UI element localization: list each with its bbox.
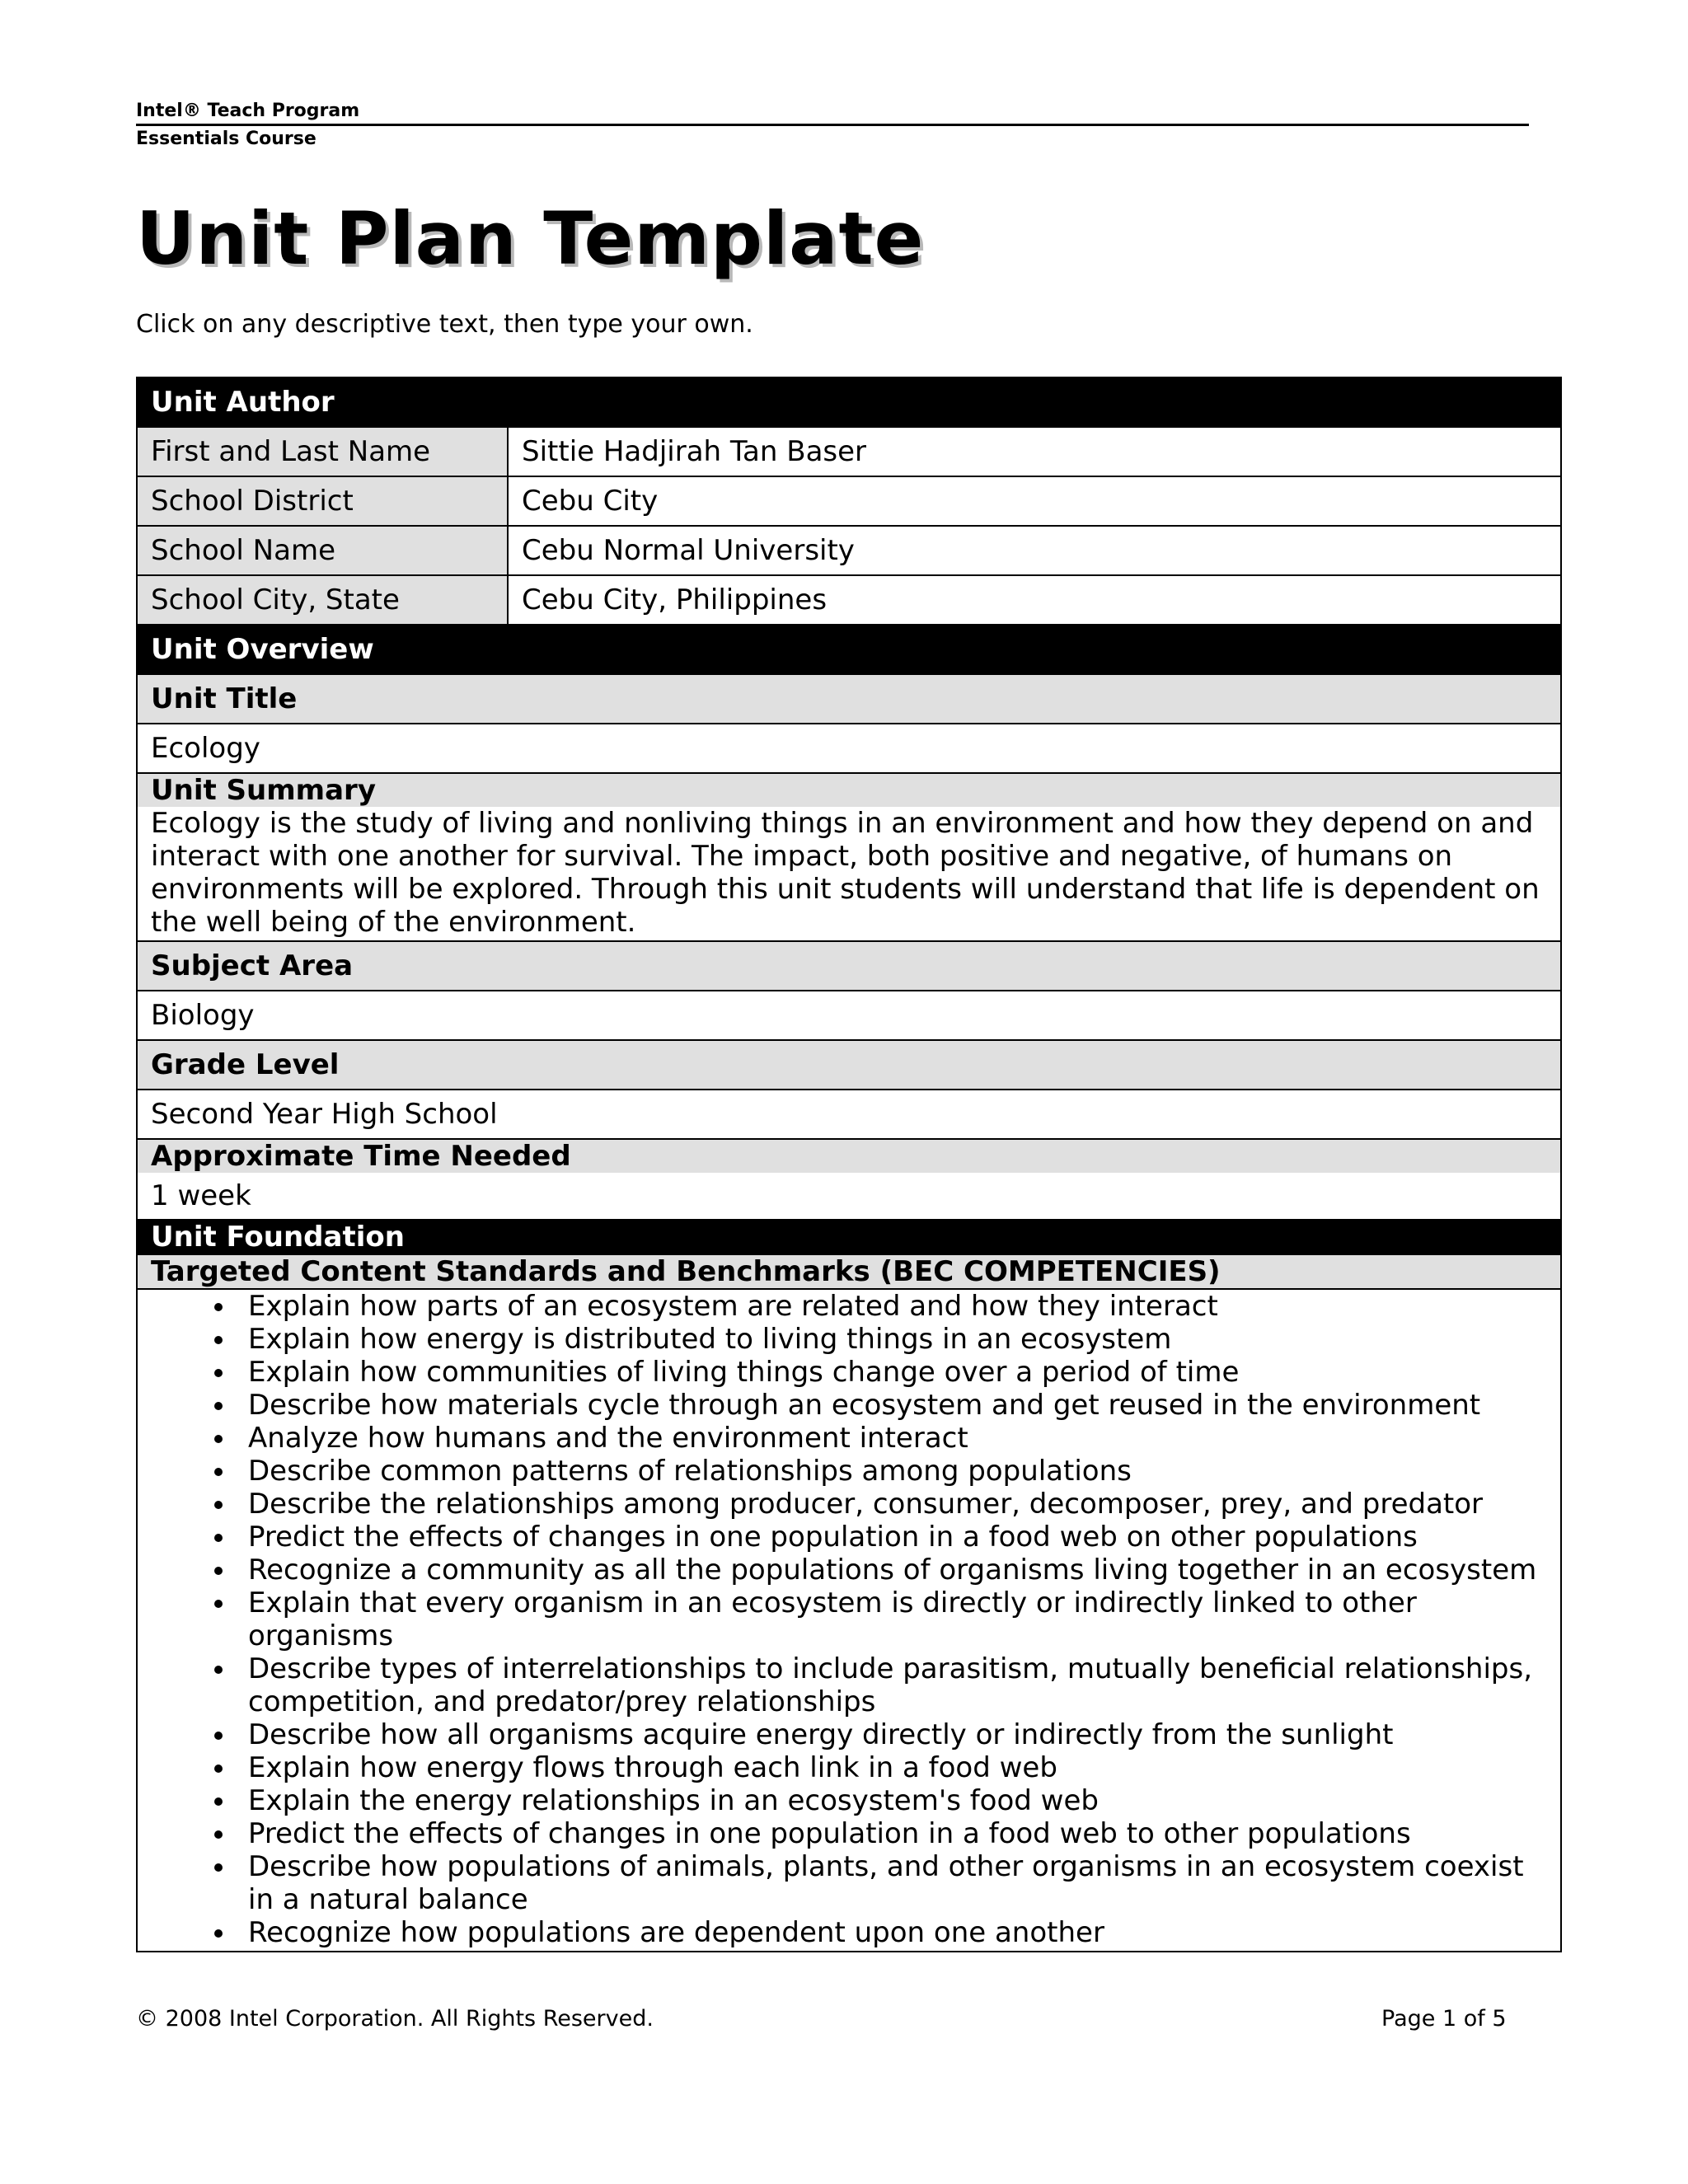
list-item: • Recognize how populations are dependent upon one another (237, 1916, 1547, 1949)
label-school-district: School District (137, 476, 508, 526)
list-item: • Describe the relationships among producer, consumer, decomposer, prey, and predator (237, 1488, 1547, 1521)
table-row (137, 427, 1561, 476)
label-first-last-name: First and Last Name (137, 427, 508, 476)
header-rule (136, 124, 1529, 126)
list-item: • Describe common patterns of relationships among populations (237, 1455, 1547, 1488)
section-unit-author: Unit Author (137, 377, 1561, 427)
field-school-name[interactable]: Cebu Normal University (508, 526, 1561, 575)
list-item: • Predict the effects of changes in one population in a food web to other populations (237, 1817, 1547, 1850)
label-unit-title: Unit Title (137, 674, 1561, 724)
field-unit-title[interactable]: Ecology (137, 724, 1561, 773)
list-item: • Explain that every organism in an ecosystem is directly or indirectly linked to other organisms (237, 1586, 1547, 1652)
list-item: • Explain the energy relationships in an ecosystem's food web (237, 1784, 1547, 1817)
field-content-standards[interactable] (137, 1289, 1561, 1952)
page-title: Unit Plan Template (136, 196, 925, 281)
list-item: • Describe types of interrelationships to include parasitism, mutually beneficial relationships, competition, and predator/prey relationships (237, 1652, 1547, 1718)
list-item: • Explain how parts of an ecosystem are related and how they interact (237, 1290, 1547, 1323)
section-unit-overview: Unit Overview (137, 625, 1561, 674)
field-subject-area[interactable]: Biology (137, 991, 1561, 1040)
list-item: • Describe how materials cycle through an ecosystem and get reused in the environment (237, 1389, 1547, 1422)
field-unit-summary[interactable]: Ecology is the study of living and nonliving things in an environment and how they depend on and interact with one another for survival. The impact, both positive and negative, of humans on environments will be explored. Through this unit students will understand that life is dependent on the well being of the environment. (137, 807, 1561, 941)
section-unit-foundation: Unit Foundation (137, 1220, 1561, 1254)
table-row (137, 575, 1561, 625)
label-subject-area: Subject Area (137, 941, 1561, 991)
course-name: Essentials Course (136, 129, 316, 149)
instructions-text: Click on any descriptive text, then type your own. (136, 310, 753, 339)
list-item: • Recognize a community as all the populations of organisms living together in an ecosystem (237, 1554, 1547, 1586)
list-item: • Describe how all organisms acquire energy directly or indirectly from the sunlight (237, 1718, 1547, 1751)
field-school-district[interactable]: Cebu City (508, 476, 1561, 526)
list-item: • Analyze how humans and the environment interact (237, 1422, 1547, 1455)
table-row (137, 476, 1561, 526)
label-school-city-state: School City, State (137, 575, 508, 625)
label-school-name: School Name (137, 526, 508, 575)
unit-plan-table (136, 377, 1562, 1952)
field-first-last-name[interactable]: Sittie Hadjirah Tan Baser (508, 427, 1561, 476)
list-item: • Describe how populations of animals, plants, and other organisms in an ecosystem coexist in a natural balance (237, 1850, 1547, 1916)
list-item: • Predict the effects of changes in one population in a food web on other populations (237, 1521, 1547, 1554)
label-approximate-time: Approximate Time Needed (137, 1139, 1561, 1173)
table-row (137, 526, 1561, 575)
footer-copyright: © 2008 Intel Corporation. All Rights Reserved. (136, 2006, 654, 2032)
label-unit-summary: Unit Summary (137, 773, 1561, 807)
field-school-city-state[interactable]: Cebu City, Philippines (508, 575, 1561, 625)
standards-list (138, 1290, 1547, 1949)
page-header (136, 97, 1529, 153)
label-grade-level: Grade Level (137, 1040, 1561, 1090)
list-item: • Explain how energy is distributed to living things in an ecosystem (237, 1323, 1547, 1356)
list-item: • Explain how energy flows through each link in a food web (237, 1751, 1547, 1784)
field-approximate-time[interactable]: 1 week (137, 1173, 1561, 1220)
label-content-standards: Targeted Content Standards and Benchmarks (BEC COMPETENCIES) (137, 1254, 1561, 1289)
program-name: Intel® Teach Program (136, 101, 360, 121)
field-grade-level[interactable]: Second Year High School (137, 1090, 1561, 1139)
list-item: • Explain how communities of living things change over a period of time (237, 1356, 1547, 1389)
footer-page-number: Page 1 of 5 (1381, 2006, 1507, 2032)
